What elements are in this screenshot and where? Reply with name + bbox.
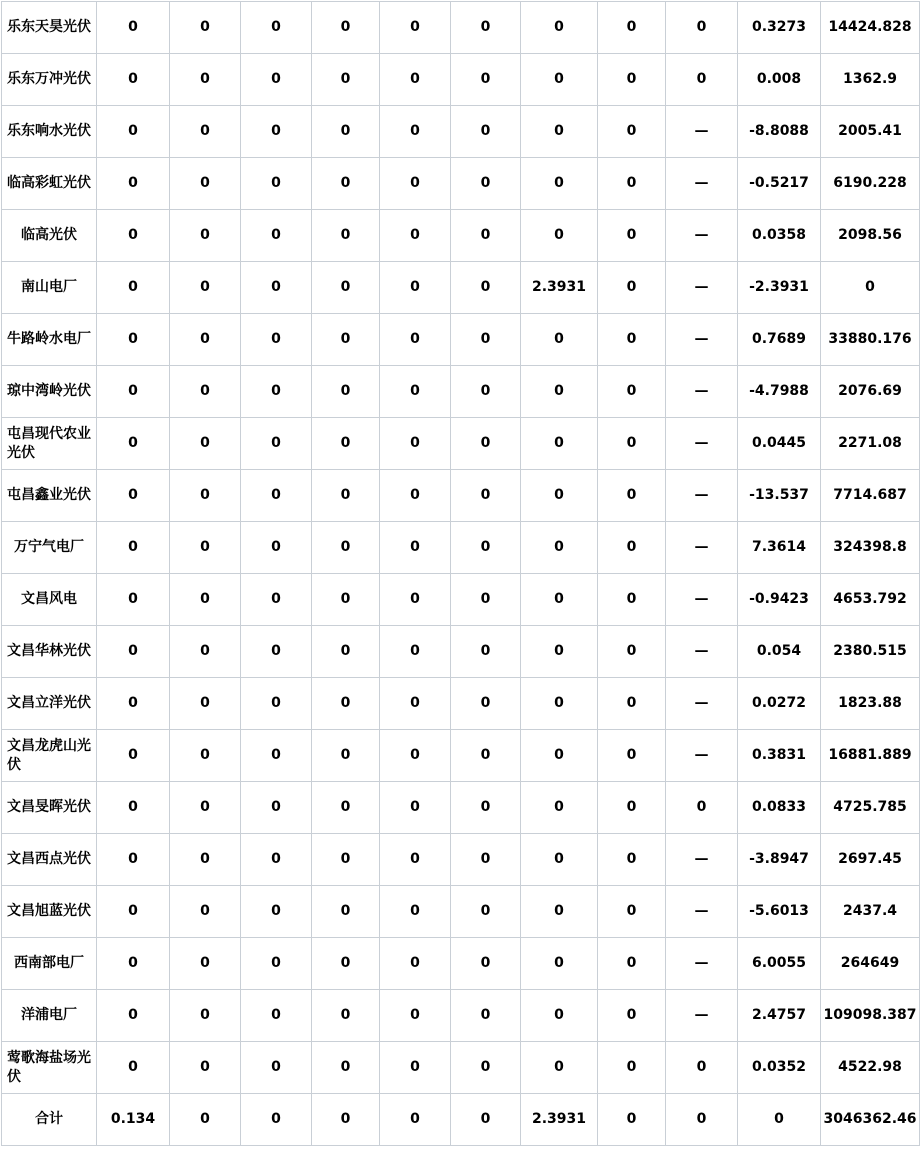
value-cell: 0 xyxy=(451,678,521,730)
table-body xyxy=(2,2,920,1146)
value-cell: — xyxy=(666,522,738,574)
value-cell: 0 xyxy=(521,2,598,54)
value-cell: — xyxy=(666,730,738,782)
value-cell: 0 xyxy=(241,834,312,886)
value-cell: 0 xyxy=(380,1094,451,1146)
value-cell: 0 xyxy=(97,106,170,158)
value-cell: 2271.08 xyxy=(821,418,920,470)
value-cell: 0 xyxy=(451,886,521,938)
value-cell: 0 xyxy=(598,314,666,366)
table-row xyxy=(2,574,920,626)
table-row xyxy=(2,106,920,158)
value-cell: 4653.792 xyxy=(821,574,920,626)
value-cell: 2437.4 xyxy=(821,886,920,938)
value-cell: 0 xyxy=(521,990,598,1042)
value-cell: 0 xyxy=(451,1042,521,1094)
value-cell: 0 xyxy=(380,2,451,54)
plant-name-cell: 文昌龙虎山光伏 xyxy=(2,730,97,782)
value-cell: 0 xyxy=(380,522,451,574)
value-cell: 0 xyxy=(312,990,380,1042)
value-cell: 0 xyxy=(312,938,380,990)
value-cell: 0 xyxy=(312,730,380,782)
value-cell: 0 xyxy=(598,366,666,418)
value-cell: 0 xyxy=(170,470,241,522)
value-cell: 2098.56 xyxy=(821,210,920,262)
value-cell: 0 xyxy=(451,158,521,210)
table-row xyxy=(2,938,920,990)
value-cell: 0.0352 xyxy=(738,1042,821,1094)
plant-name-cell: 临高彩虹光伏 xyxy=(2,158,97,210)
value-cell: 0 xyxy=(170,678,241,730)
value-cell: 14424.828 xyxy=(821,2,920,54)
plant-name-cell: 文昌风电 xyxy=(2,574,97,626)
value-cell: 0 xyxy=(97,678,170,730)
value-cell: — xyxy=(666,210,738,262)
value-cell: 0 xyxy=(97,730,170,782)
value-cell: 0 xyxy=(598,678,666,730)
value-cell: 0 xyxy=(170,522,241,574)
table-row xyxy=(2,782,920,834)
value-cell: 0.0833 xyxy=(738,782,821,834)
plant-name-cell: 屯昌鑫业光伏 xyxy=(2,470,97,522)
value-cell: 3046362.46 xyxy=(821,1094,920,1146)
plant-name-cell: 乐东响水光伏 xyxy=(2,106,97,158)
value-cell: 0 xyxy=(521,886,598,938)
value-cell: 0 xyxy=(170,938,241,990)
table-row xyxy=(2,886,920,938)
value-cell: 0 xyxy=(170,574,241,626)
value-cell: 0 xyxy=(312,1042,380,1094)
value-cell: 0 xyxy=(380,782,451,834)
value-cell: 0 xyxy=(451,626,521,678)
value-cell: 0 xyxy=(312,626,380,678)
value-cell: 0 xyxy=(170,2,241,54)
value-cell: -0.5217 xyxy=(738,158,821,210)
value-cell: 0 xyxy=(380,314,451,366)
value-cell: 0 xyxy=(170,210,241,262)
value-cell: 0 xyxy=(598,210,666,262)
value-cell: 0 xyxy=(241,626,312,678)
value-cell: 33880.176 xyxy=(821,314,920,366)
value-cell: — xyxy=(666,158,738,210)
value-cell: 109098.387 xyxy=(821,990,920,1042)
value-cell: 0 xyxy=(598,834,666,886)
value-cell: 0 xyxy=(666,1042,738,1094)
value-cell: 16881.889 xyxy=(821,730,920,782)
plant-name-cell: 南山电厂 xyxy=(2,262,97,314)
value-cell: 0.0358 xyxy=(738,210,821,262)
table-row xyxy=(2,314,920,366)
value-cell: 0 xyxy=(170,366,241,418)
value-cell: 0 xyxy=(598,158,666,210)
value-cell: -3.8947 xyxy=(738,834,821,886)
value-cell: — xyxy=(666,366,738,418)
value-cell: 0 xyxy=(451,262,521,314)
plant-name-cell: 琼中湾岭光伏 xyxy=(2,366,97,418)
value-cell: 0 xyxy=(170,54,241,106)
value-cell: 0 xyxy=(598,938,666,990)
value-cell: 0 xyxy=(170,834,241,886)
value-cell: — xyxy=(666,938,738,990)
value-cell: 0 xyxy=(521,626,598,678)
value-cell: 0 xyxy=(380,678,451,730)
value-cell: 0 xyxy=(312,262,380,314)
value-cell: 0 xyxy=(97,626,170,678)
value-cell: 0 xyxy=(521,314,598,366)
value-cell: 0 xyxy=(380,834,451,886)
value-cell: -13.537 xyxy=(738,470,821,522)
value-cell: 1362.9 xyxy=(821,54,920,106)
value-cell: 0 xyxy=(451,366,521,418)
value-cell: 0 xyxy=(241,730,312,782)
value-cell: 0 xyxy=(738,1094,821,1146)
value-cell: 0 xyxy=(451,106,521,158)
value-cell: 0 xyxy=(380,938,451,990)
value-cell: 0 xyxy=(241,1094,312,1146)
value-cell: 0 xyxy=(312,1094,380,1146)
value-cell: 0 xyxy=(312,418,380,470)
value-cell: 0 xyxy=(170,730,241,782)
value-cell: 2380.515 xyxy=(821,626,920,678)
value-cell: 0 xyxy=(521,366,598,418)
value-cell: 0 xyxy=(521,574,598,626)
plant-name-cell: 乐东万冲光伏 xyxy=(2,54,97,106)
value-cell: 0 xyxy=(312,470,380,522)
value-cell: 0 xyxy=(97,782,170,834)
value-cell: 0 xyxy=(521,730,598,782)
value-cell: 0 xyxy=(97,938,170,990)
value-cell: 0 xyxy=(380,990,451,1042)
value-cell: 0 xyxy=(666,1094,738,1146)
value-cell: 0 xyxy=(598,626,666,678)
value-cell: 0 xyxy=(451,938,521,990)
table-row xyxy=(2,834,920,886)
value-cell: 0 xyxy=(598,470,666,522)
plant-name-cell: 文昌立洋光伏 xyxy=(2,678,97,730)
value-cell: 0 xyxy=(97,158,170,210)
value-cell: 2697.45 xyxy=(821,834,920,886)
value-cell: 0 xyxy=(521,470,598,522)
value-cell: 0 xyxy=(380,54,451,106)
table-row xyxy=(2,2,920,54)
value-cell: 0 xyxy=(97,522,170,574)
value-cell: 0 xyxy=(170,782,241,834)
value-cell: — xyxy=(666,678,738,730)
table-row xyxy=(2,470,920,522)
plant-name-cell: 合计 xyxy=(2,1094,97,1146)
plant-name-cell: 文昌旻晖光伏 xyxy=(2,782,97,834)
value-cell: 0 xyxy=(598,886,666,938)
value-cell: 0 xyxy=(170,886,241,938)
value-cell: — xyxy=(666,834,738,886)
value-cell: 0 xyxy=(241,522,312,574)
plant-name-cell: 万宁气电厂 xyxy=(2,522,97,574)
plant-name-cell: 牛路岭水电厂 xyxy=(2,314,97,366)
value-cell: 0 xyxy=(241,210,312,262)
value-cell: 0 xyxy=(451,990,521,1042)
value-cell: — xyxy=(666,470,738,522)
value-cell: 0 xyxy=(170,1042,241,1094)
value-cell: 0 xyxy=(241,262,312,314)
value-cell: 0 xyxy=(666,2,738,54)
value-cell: 324398.8 xyxy=(821,522,920,574)
value-cell: 0.3273 xyxy=(738,2,821,54)
value-cell: 0 xyxy=(241,2,312,54)
value-cell: 0 xyxy=(312,678,380,730)
value-cell: 0 xyxy=(312,158,380,210)
value-cell: 0 xyxy=(170,262,241,314)
value-cell: 7.3614 xyxy=(738,522,821,574)
value-cell: 0.0445 xyxy=(738,418,821,470)
value-cell: — xyxy=(666,574,738,626)
value-cell: 0 xyxy=(451,470,521,522)
value-cell: 0 xyxy=(451,54,521,106)
value-cell: 0 xyxy=(380,626,451,678)
value-cell: 0.0272 xyxy=(738,678,821,730)
value-cell: 6.0055 xyxy=(738,938,821,990)
table-row xyxy=(2,990,920,1042)
value-cell: 2.4757 xyxy=(738,990,821,1042)
value-cell: 0 xyxy=(380,210,451,262)
plant-name-cell: 文昌西点光伏 xyxy=(2,834,97,886)
value-cell: 0 xyxy=(170,1094,241,1146)
value-cell: 0 xyxy=(521,210,598,262)
value-cell: 0 xyxy=(241,54,312,106)
value-cell: 0 xyxy=(241,678,312,730)
value-cell: — xyxy=(666,990,738,1042)
value-cell: 0 xyxy=(521,782,598,834)
value-cell: 0 xyxy=(97,54,170,106)
value-cell: 0 xyxy=(521,834,598,886)
value-cell: — xyxy=(666,626,738,678)
value-cell: 0 xyxy=(97,574,170,626)
value-cell: 0 xyxy=(312,522,380,574)
value-cell: 0 xyxy=(451,730,521,782)
value-cell: 0 xyxy=(451,522,521,574)
value-cell: 2005.41 xyxy=(821,106,920,158)
value-cell: 0 xyxy=(241,990,312,1042)
value-cell: 0 xyxy=(521,158,598,210)
value-cell: 0 xyxy=(451,418,521,470)
value-cell: 0 xyxy=(451,2,521,54)
value-cell: 0 xyxy=(170,418,241,470)
value-cell: 0 xyxy=(241,886,312,938)
value-cell: 0.008 xyxy=(738,54,821,106)
value-cell: 0 xyxy=(312,886,380,938)
value-cell: 0 xyxy=(97,262,170,314)
value-cell: 1823.88 xyxy=(821,678,920,730)
value-cell: 0 xyxy=(598,1042,666,1094)
value-cell: 264649 xyxy=(821,938,920,990)
value-cell: 0 xyxy=(666,782,738,834)
value-cell: 0 xyxy=(598,54,666,106)
value-cell: 0 xyxy=(241,366,312,418)
value-cell: 0 xyxy=(451,834,521,886)
table-row xyxy=(2,522,920,574)
value-cell: -4.7988 xyxy=(738,366,821,418)
value-cell: 0 xyxy=(241,938,312,990)
value-cell: 0 xyxy=(598,730,666,782)
value-cell: 0 xyxy=(97,1042,170,1094)
value-cell: 0 xyxy=(97,470,170,522)
value-cell: 0.3831 xyxy=(738,730,821,782)
value-cell: -5.6013 xyxy=(738,886,821,938)
plant-name-cell: 西南部电厂 xyxy=(2,938,97,990)
value-cell: 0.134 xyxy=(97,1094,170,1146)
value-cell: 0 xyxy=(380,1042,451,1094)
value-cell: 0 xyxy=(598,522,666,574)
value-cell: 0 xyxy=(312,834,380,886)
value-cell: 0 xyxy=(312,2,380,54)
value-cell: 0 xyxy=(241,314,312,366)
plant-name-cell: 莺歌海盐场光伏 xyxy=(2,1042,97,1094)
value-cell: -0.9423 xyxy=(738,574,821,626)
value-cell: 6190.228 xyxy=(821,158,920,210)
table-row xyxy=(2,366,920,418)
value-cell: 0 xyxy=(598,106,666,158)
value-cell: 0 xyxy=(312,54,380,106)
value-cell: 0 xyxy=(380,262,451,314)
value-cell: 0 xyxy=(380,366,451,418)
value-cell: 0 xyxy=(241,470,312,522)
value-cell: 0 xyxy=(170,314,241,366)
value-cell: 0 xyxy=(521,678,598,730)
value-cell: 0 xyxy=(97,210,170,262)
value-cell: 0 xyxy=(666,54,738,106)
value-cell: 0 xyxy=(380,730,451,782)
table-row xyxy=(2,1042,920,1094)
value-cell: 0 xyxy=(451,782,521,834)
value-cell: 0 xyxy=(380,158,451,210)
value-cell: 0 xyxy=(312,106,380,158)
value-cell: 0 xyxy=(598,574,666,626)
table-row xyxy=(2,418,920,470)
value-cell: 0 xyxy=(380,106,451,158)
value-cell: 0 xyxy=(312,314,380,366)
value-cell: 0 xyxy=(521,1042,598,1094)
value-cell: 2.3931 xyxy=(521,262,598,314)
table-row xyxy=(2,54,920,106)
value-cell: 0 xyxy=(241,1042,312,1094)
value-cell: 0 xyxy=(312,574,380,626)
value-cell: -2.3931 xyxy=(738,262,821,314)
value-cell: 4725.785 xyxy=(821,782,920,834)
value-cell: 0 xyxy=(380,470,451,522)
value-cell: 0 xyxy=(97,314,170,366)
value-cell: 0 xyxy=(821,262,920,314)
value-cell: 0 xyxy=(97,990,170,1042)
plant-name-cell: 文昌华林光伏 xyxy=(2,626,97,678)
value-cell: 0.054 xyxy=(738,626,821,678)
value-cell: 0.7689 xyxy=(738,314,821,366)
value-cell: — xyxy=(666,314,738,366)
value-cell: 0 xyxy=(312,210,380,262)
value-cell: 0 xyxy=(170,626,241,678)
value-cell: 0 xyxy=(451,314,521,366)
value-cell: 0 xyxy=(598,418,666,470)
value-cell: 0 xyxy=(598,1094,666,1146)
value-cell: 0 xyxy=(170,990,241,1042)
value-cell: — xyxy=(666,886,738,938)
value-cell: 0 xyxy=(598,2,666,54)
value-cell: 7714.687 xyxy=(821,470,920,522)
value-cell: — xyxy=(666,106,738,158)
value-cell: 0 xyxy=(380,886,451,938)
value-cell: — xyxy=(666,418,738,470)
plant-name-cell: 屯昌现代农业光伏 xyxy=(2,418,97,470)
plant-name-cell: 临高光伏 xyxy=(2,210,97,262)
plant-name-cell: 文昌旭蓝光伏 xyxy=(2,886,97,938)
plant-name-cell: 洋浦电厂 xyxy=(2,990,97,1042)
table-row xyxy=(2,210,920,262)
value-cell: 0 xyxy=(241,574,312,626)
value-cell: 0 xyxy=(380,574,451,626)
value-cell: 0 xyxy=(97,886,170,938)
value-cell: 0 xyxy=(598,782,666,834)
plant-data-table xyxy=(1,1,920,1146)
value-cell: 0 xyxy=(521,938,598,990)
value-cell: 0 xyxy=(451,574,521,626)
value-cell: 0 xyxy=(241,106,312,158)
plant-name-cell: 乐东天昊光伏 xyxy=(2,2,97,54)
value-cell: 4522.98 xyxy=(821,1042,920,1094)
value-cell: — xyxy=(666,262,738,314)
value-cell: 0 xyxy=(97,418,170,470)
table-row xyxy=(2,626,920,678)
value-cell: 0 xyxy=(521,418,598,470)
value-cell: 0 xyxy=(97,366,170,418)
value-cell: 0 xyxy=(97,2,170,54)
value-cell: 0 xyxy=(241,418,312,470)
table-row xyxy=(2,262,920,314)
table-row xyxy=(2,678,920,730)
value-cell: 0 xyxy=(170,106,241,158)
value-cell: 0 xyxy=(598,262,666,314)
value-cell: 2.3931 xyxy=(521,1094,598,1146)
value-cell: 0 xyxy=(312,782,380,834)
value-cell: 0 xyxy=(451,210,521,262)
value-cell: 0 xyxy=(241,782,312,834)
value-cell: 0 xyxy=(521,106,598,158)
value-cell: 0 xyxy=(521,54,598,106)
table-row xyxy=(2,158,920,210)
value-cell: 0 xyxy=(312,366,380,418)
value-cell: 0 xyxy=(521,522,598,574)
value-cell: 0 xyxy=(170,158,241,210)
value-cell: 0 xyxy=(241,158,312,210)
value-cell: -8.8088 xyxy=(738,106,821,158)
value-cell: 0 xyxy=(97,834,170,886)
total-row xyxy=(2,1094,920,1146)
table-row xyxy=(2,730,920,782)
value-cell: 0 xyxy=(451,1094,521,1146)
value-cell: 0 xyxy=(598,990,666,1042)
value-cell: 0 xyxy=(380,418,451,470)
value-cell: 2076.69 xyxy=(821,366,920,418)
